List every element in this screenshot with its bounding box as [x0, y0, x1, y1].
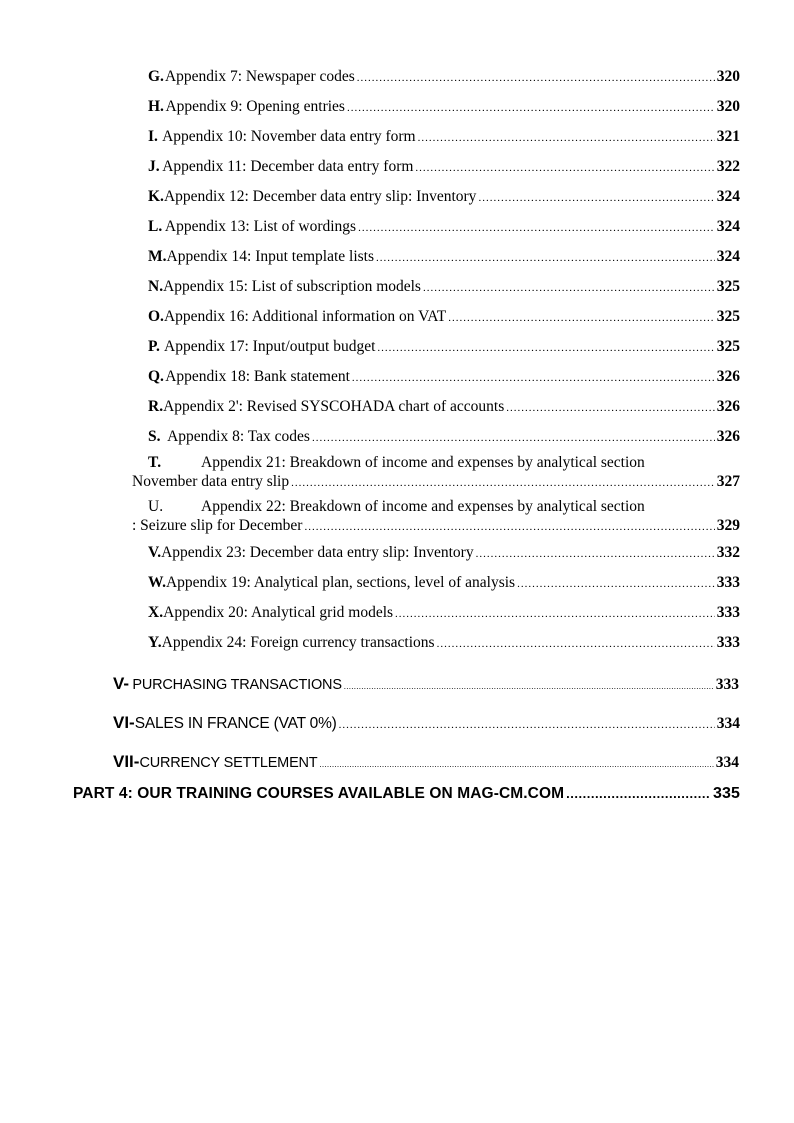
toc-entry-title: Appendix 7: Newspaper codes	[164, 68, 355, 85]
leader-dots	[377, 342, 714, 354]
toc-entry-letter: X.	[148, 604, 164, 621]
toc-entry-letter: H.	[148, 98, 164, 115]
toc-entry[interactable]	[148, 248, 740, 266]
toc-entry-letter: V.	[148, 544, 162, 561]
leader-dots	[517, 578, 715, 590]
toc-entry-page: 326	[716, 398, 740, 415]
toc-entry-page: 329	[716, 517, 740, 534]
leader-dots	[376, 252, 715, 264]
toc-entry[interactable]	[148, 188, 740, 206]
toc-entry-title: Appendix 11: December data entry form	[162, 158, 414, 175]
leader-dots	[566, 786, 711, 801]
toc-entry-title: Appendix 9: Opening entries	[165, 98, 345, 115]
toc-entry-title: Appendix 13: List of wordings	[164, 218, 357, 235]
toc-entry-title: Appendix 16: Additional information on VAT	[163, 308, 447, 325]
toc-entry-letter: N.	[148, 278, 164, 295]
toc-entry-page: 324	[716, 188, 740, 205]
toc-entry-title: Appendix 2': Revised SYSCOHADA chart of accounts	[163, 398, 505, 415]
leader-dots	[347, 102, 715, 114]
leader-dots	[448, 312, 715, 324]
toc-entry-title: Appendix 19: Analytical plan, sections, level of analysis	[165, 574, 516, 591]
toc-entry[interactable]	[148, 544, 740, 562]
toc-entry-letter: P.	[148, 338, 160, 355]
toc-entry-title-line2: November data entry slip	[132, 473, 290, 490]
toc-entry-page: 322	[716, 158, 740, 175]
toc-entry-page: 326	[716, 368, 740, 385]
toc-section-title: CURRENCY SETTLEMENT	[139, 755, 318, 771]
toc-entry-letter: W.	[148, 574, 166, 591]
toc-section-numeral: V-	[113, 674, 130, 693]
toc-entry-title: Appendix 24: Foreign currency transactions	[161, 634, 435, 651]
toc-entry-title-line1: Appendix 21: Breakdown of income and expenses by analytical section	[201, 454, 645, 471]
toc-section[interactable]	[113, 752, 739, 772]
toc-entry[interactable]	[148, 98, 740, 116]
toc-entry-title: Appendix 18: Bank statement	[165, 368, 350, 385]
toc-entry-title-line1: Appendix 22: Breakdown of income and expenses by analytical section	[201, 498, 645, 515]
toc-entry-page: 320	[716, 68, 740, 85]
toc-entry-letter: R.	[148, 398, 164, 415]
toc-entry[interactable]	[148, 604, 740, 622]
toc-entry-letter: K.	[148, 188, 164, 205]
toc-entry[interactable]	[148, 68, 740, 86]
leader-dots	[357, 72, 715, 84]
toc-entry-title: Appendix 20: Analytical grid models	[163, 604, 394, 621]
toc-entry[interactable]	[148, 574, 740, 592]
toc-entry-page: 326	[716, 428, 740, 445]
toc-entry-title: Appendix 17: Input/output budget	[164, 338, 376, 355]
toc-entry-page: 324	[716, 248, 740, 265]
leader-dots	[476, 548, 715, 560]
leader-dots	[312, 432, 715, 444]
toc-entry-letter: M.	[148, 248, 167, 265]
leader-dots	[344, 682, 714, 691]
toc-entry-title: Appendix 15: List of subscription models	[163, 278, 421, 295]
leader-dots	[339, 719, 715, 731]
toc-entry[interactable]	[148, 634, 740, 652]
toc-entry-page: 325	[716, 308, 740, 325]
toc-entry-page: 320	[716, 98, 740, 115]
toc-entry-letter: Q.	[148, 368, 164, 385]
toc-entry[interactable]	[148, 368, 740, 386]
toc-section-page: 333	[715, 676, 739, 693]
toc-section-numeral: VII-	[113, 752, 140, 771]
toc-part-title: PART 4: OUR TRAINING COURSES AVAILABLE ON MAG-CM.COM	[73, 785, 565, 802]
toc-entry[interactable]	[148, 128, 740, 146]
toc-entry-title-line2: : Seizure slip for December	[132, 517, 303, 534]
toc-entry[interactable]	[148, 218, 740, 236]
toc-entry-page: 333	[716, 634, 740, 651]
toc-entry-title: Appendix 14: Input template lists	[166, 248, 375, 265]
leader-dots	[478, 192, 714, 204]
toc-entry-letter: L.	[148, 218, 163, 235]
leader-dots	[395, 608, 715, 620]
toc-section-title: PURCHASING TRANSACTIONS	[132, 677, 342, 693]
leader-dots	[291, 477, 715, 489]
toc-section[interactable]	[113, 674, 739, 694]
toc-entry[interactable]	[148, 158, 740, 176]
leader-dots	[418, 132, 715, 144]
toc-section[interactable]	[113, 713, 740, 733]
toc-entry-page: 332	[716, 544, 740, 561]
toc-entry-letter: U.	[148, 498, 164, 515]
toc-entry-page: 325	[716, 338, 740, 355]
toc-entry-title: Appendix 23: December data entry slip: Inventory	[161, 544, 474, 561]
toc-entry[interactable]	[148, 308, 740, 326]
toc-entry-two-line[interactable]	[132, 498, 740, 538]
leader-dots	[358, 222, 715, 234]
toc-entry-title: Appendix 12: December data entry slip: Inventory	[163, 188, 477, 205]
toc-entry-letter: G.	[148, 68, 164, 85]
toc-section-numeral: VI-	[113, 713, 135, 732]
toc-part-page: 335	[713, 785, 740, 802]
toc-entry-letter: O.	[148, 308, 164, 325]
toc-entry[interactable]	[148, 398, 740, 416]
toc-entry[interactable]	[148, 278, 740, 296]
toc-entry-letter: T.	[148, 454, 162, 471]
toc-entry-title: Appendix 10: November data entry form	[162, 128, 416, 145]
toc-entry-page: 321	[716, 128, 740, 145]
leader-dots	[437, 638, 715, 650]
toc-entry-letter: J.	[148, 158, 160, 175]
toc-entry-letter: S.	[148, 428, 161, 445]
leader-dots	[352, 372, 715, 384]
leader-dots	[506, 402, 715, 414]
toc-entry-two-line[interactable]	[132, 454, 740, 494]
toc-entry[interactable]	[148, 428, 740, 446]
toc-entry-page: 324	[716, 218, 740, 235]
toc-entry[interactable]	[148, 338, 740, 356]
toc-section-title: SALES IN FRANCE (VAT 0%)	[134, 715, 337, 732]
toc-entry-page: 327	[716, 473, 740, 490]
toc-part[interactable]	[73, 785, 740, 803]
toc-section-page: 334	[716, 715, 740, 732]
toc-entry-title: Appendix 8: Tax codes	[167, 428, 310, 445]
leader-dots	[415, 162, 714, 174]
toc-entry-page: 333	[716, 574, 740, 591]
toc-entry-letter: Y.	[148, 634, 162, 651]
toc-entry-page: 325	[716, 278, 740, 295]
toc-entry-letter: I.	[148, 128, 158, 145]
toc-section-page: 334	[715, 754, 739, 771]
toc-entry-page: 333	[716, 604, 740, 621]
leader-dots	[319, 760, 713, 769]
leader-dots	[304, 521, 714, 533]
leader-dots	[423, 282, 715, 294]
